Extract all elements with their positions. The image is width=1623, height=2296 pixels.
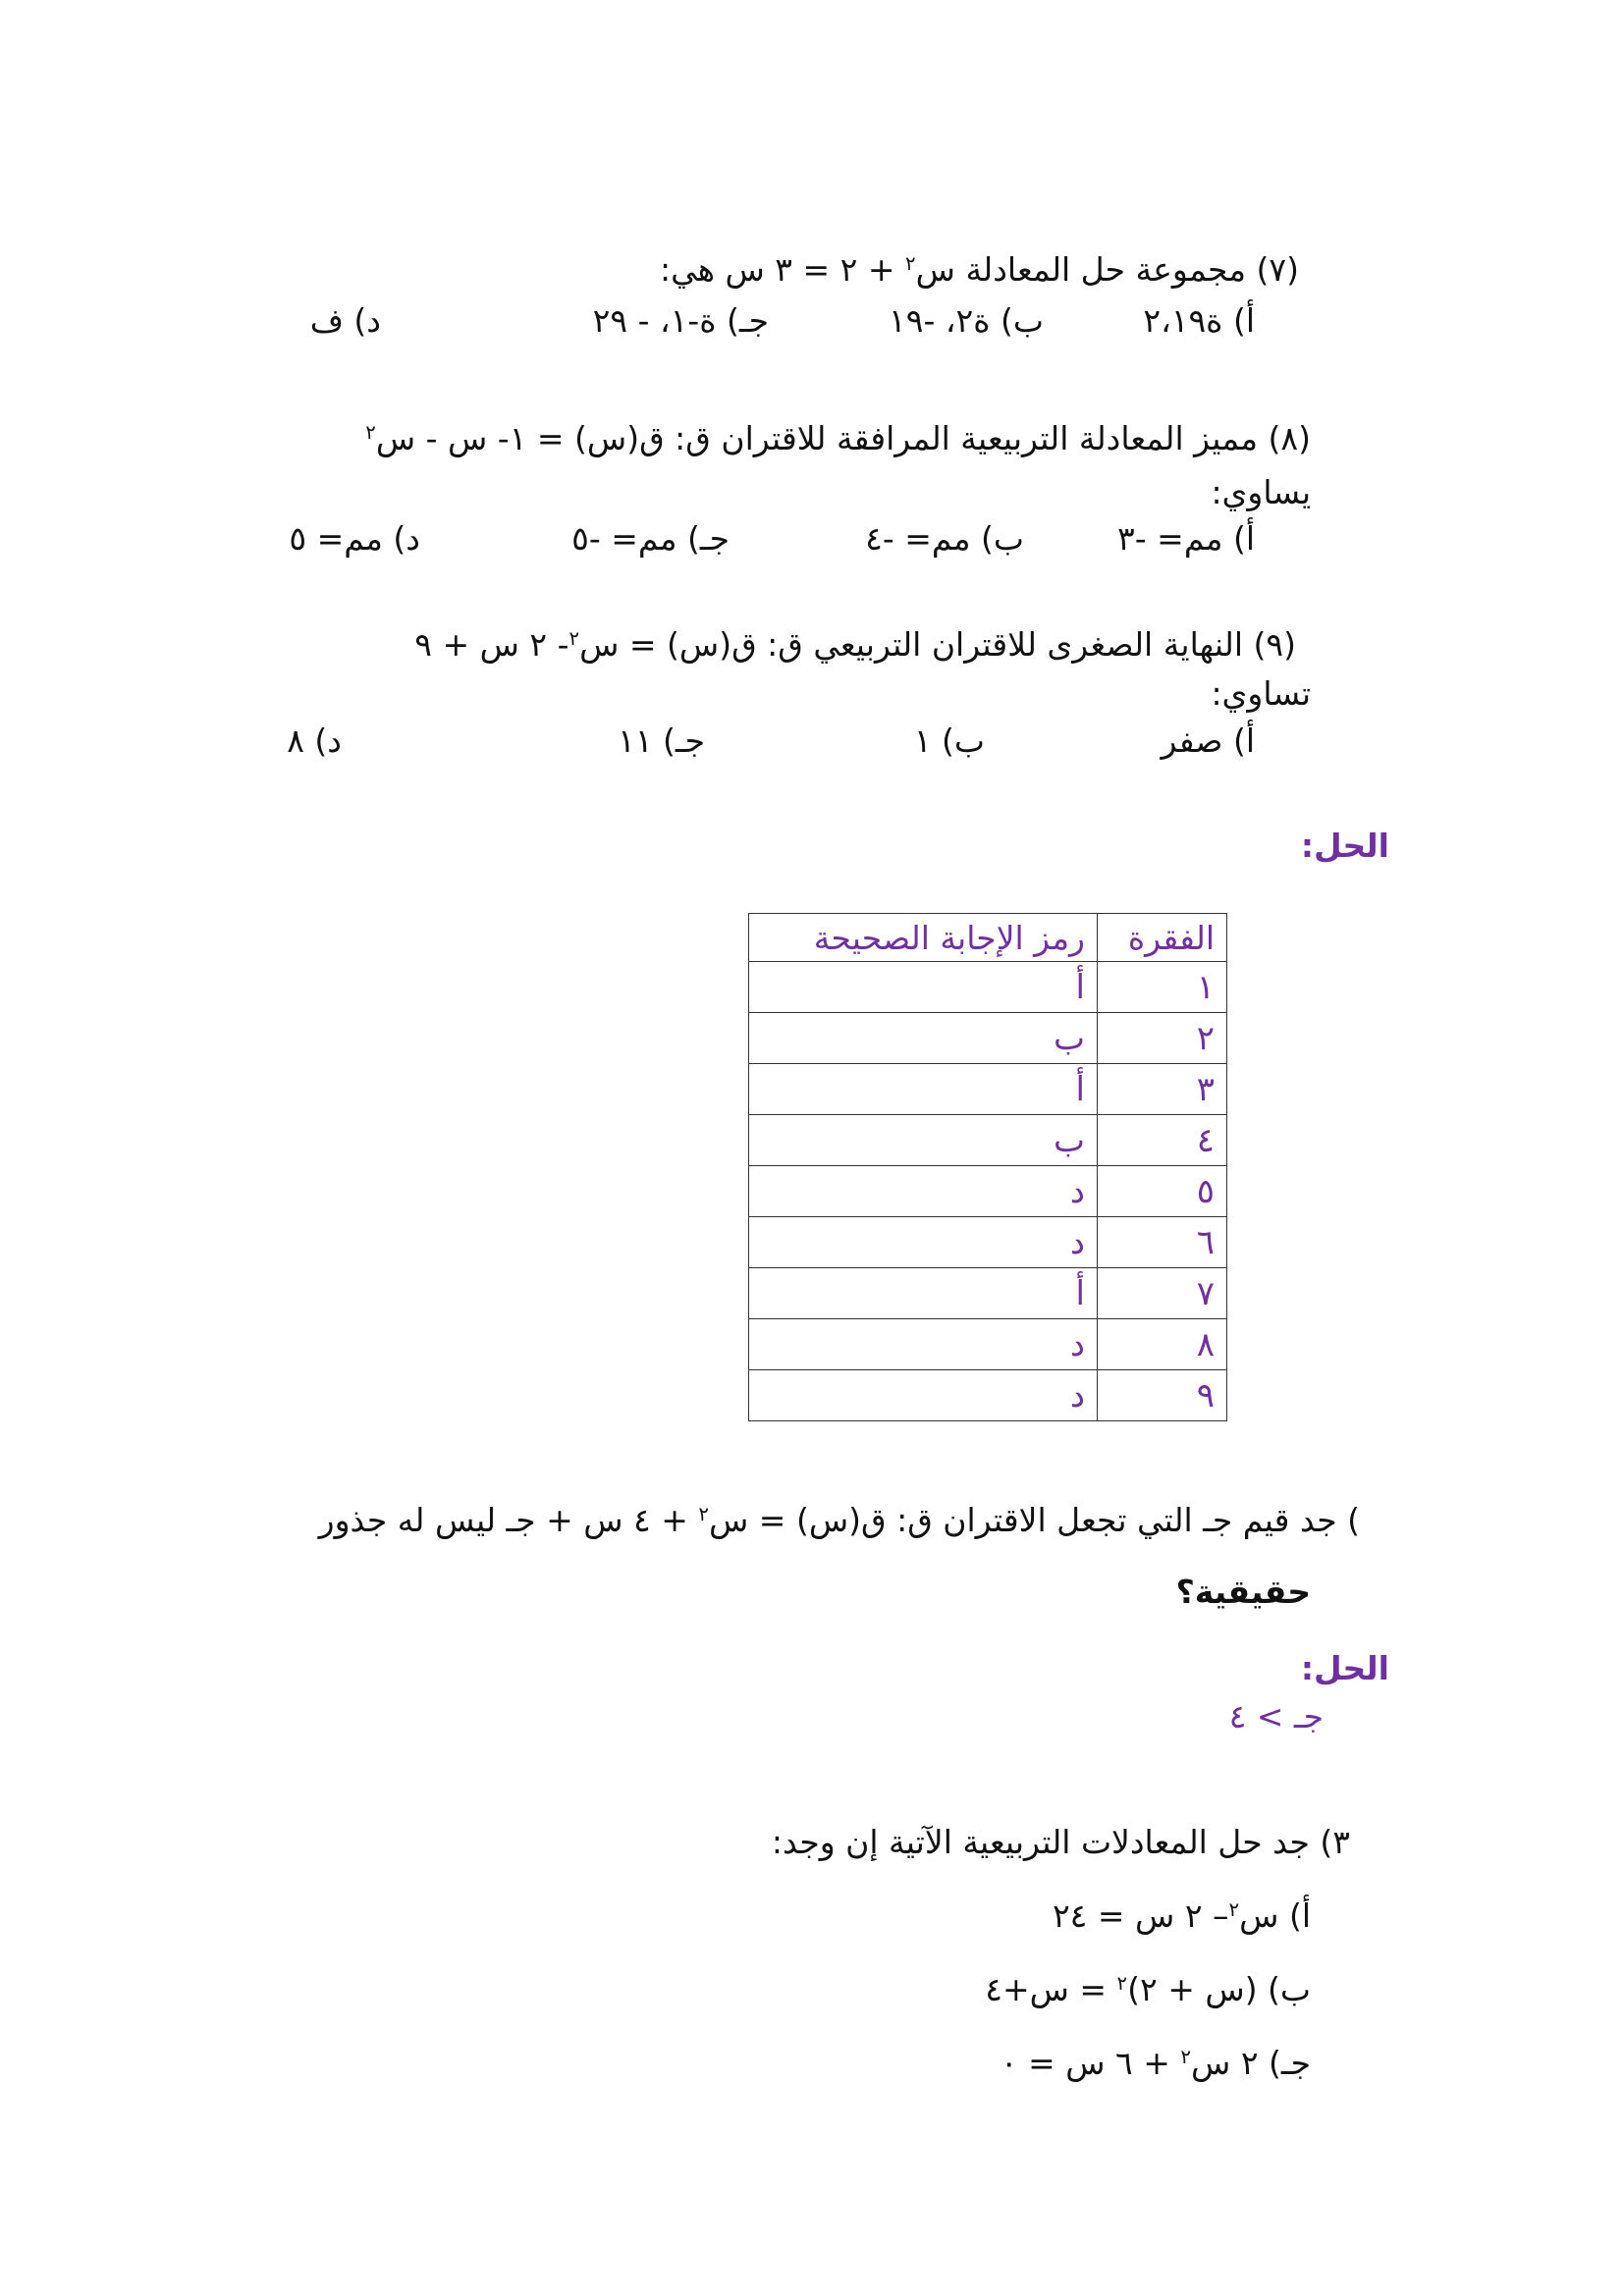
q2-line1 [318,1501,1360,1539]
q3-c-pre: جـ) ٢ س [1191,2044,1311,2082]
q3-a-post: – ٢ س = ٢٤ [1052,1896,1229,1935]
header-answer: رمز الإجابة الصحيحة [749,914,1098,962]
item-number-cell: ٢ [1098,1013,1227,1064]
q8-stem-pre: (٨) مميز المعادلة التربيعية المرافقة للاقتران ق: ق(س) = ١- س - س [375,419,1311,457]
q8-option-b: ب) مم= -٤ [865,519,1024,558]
q3-a-sup: ٢ [1228,1898,1240,1922]
q3-part-c [1000,2044,1311,2082]
answer-table [748,913,1227,1421]
q9-stem-line2: تساوي: [1211,674,1311,713]
q2-line1-sup: ٢ [698,1503,710,1526]
header-item: الفقرة [1098,914,1227,962]
q7-stem [660,250,1299,289]
table-row [749,1115,1227,1166]
item-number-cell: ٩ [1098,1370,1227,1421]
q7-option-a: أ) ة٢،١٩ [1143,301,1255,340]
q8-option-a: أ) مم= -٣ [1117,519,1255,558]
q7-stem-sup: ٢ [905,252,916,276]
q7-stem-pre: (٧) مجموعة حل المعادلة س [915,250,1299,289]
answer-symbol-cell: د [749,1319,1098,1370]
table-row [749,1064,1227,1115]
answer-table-header [749,914,1227,962]
item-number-cell: ٤ [1098,1115,1227,1166]
q3-a-pre: أ) س [1239,1896,1311,1935]
q7-option-c: جـ) ة-١، - ٢٩ [592,301,769,340]
q8-option-c: جـ) مم= -٥ [571,519,730,558]
q9-stem [414,625,1296,664]
q3-part-a [1052,1896,1311,1935]
item-number-cell: ٨ [1098,1319,1227,1370]
q3-stem: ٣) جد حل المعادلات التربيعية الآتية إن وجد: [771,1823,1350,1861]
solution-label: الحل: [1300,827,1389,865]
table-row [749,1013,1227,1064]
q8-stem-sup: ٢ [365,421,376,445]
q3-b-sup: ٢ [1116,1972,1128,1996]
answer-symbol-cell: أ [749,1268,1098,1319]
item-number-cell: ٧ [1098,1268,1227,1319]
answer-symbol-cell: ب [749,1013,1098,1064]
q2-line1-post: + ٤ س + جـ ليس له جذور [318,1501,699,1539]
q3-c-post: + ٦ س = ٠ [1000,2044,1181,2082]
q3-b-post: = س+٤ [985,1970,1117,2008]
q9-option-a: أ) صفر [1161,721,1255,760]
q3-c-sup: ٢ [1180,2046,1192,2069]
q9-stem-post: - ٢ س + ٩ [414,625,569,664]
table-row [749,1217,1227,1268]
table-row [749,1319,1227,1370]
answer-symbol-cell: ب [749,1115,1098,1166]
q7-stem-post: + ٢ = ٣ س هي: [660,250,906,289]
q2-solution-label: الحل: [1300,1649,1389,1687]
item-number-cell: ٣ [1098,1064,1227,1115]
answer-symbol-cell: أ [749,1064,1098,1115]
q7-option-b: ب) ة٢، -١٩ [889,301,1044,340]
answer-symbol-cell: د [749,1370,1098,1421]
item-number-cell: ٦ [1098,1217,1227,1268]
q3-b-pre: ب) (س + ٢) [1127,1970,1311,2008]
table-row [749,1166,1227,1217]
q9-option-d: د) ٨ [287,721,342,760]
answer-symbol-cell: د [749,1217,1098,1268]
q2-answer: جـ > ٤ [1228,1697,1324,1735]
item-number-cell: ١ [1098,962,1227,1013]
q7-option-d: د) ف [309,301,381,340]
answer-symbol-cell: أ [749,962,1098,1013]
answer-symbol-cell: د [749,1166,1098,1217]
q2-line2: حقيقية؟ [1175,1573,1311,1611]
q9-stem-sup: ٢ [568,627,580,651]
q9-option-b: ب) ١ [913,721,985,760]
q8-option-d: د) مم= ٥ [289,519,420,558]
item-number-cell: ٥ [1098,1166,1227,1217]
q2-line1-pre: ) جد قيم جـ التي تجعل الاقتران ق: ق(س) = س [709,1501,1360,1539]
table-row [749,1268,1227,1319]
q9-option-c: جـ) ١١ [618,721,705,760]
table-row [749,1370,1227,1421]
q8-stem-line2: يساوي: [1211,473,1311,511]
q3-part-b [985,1970,1311,2008]
table-row [749,962,1227,1013]
q8-stem [365,419,1311,457]
q9-stem-pre: (٩) النهاية الصغرى للاقتران التربيعي ق: ق(س) = س [579,625,1296,664]
